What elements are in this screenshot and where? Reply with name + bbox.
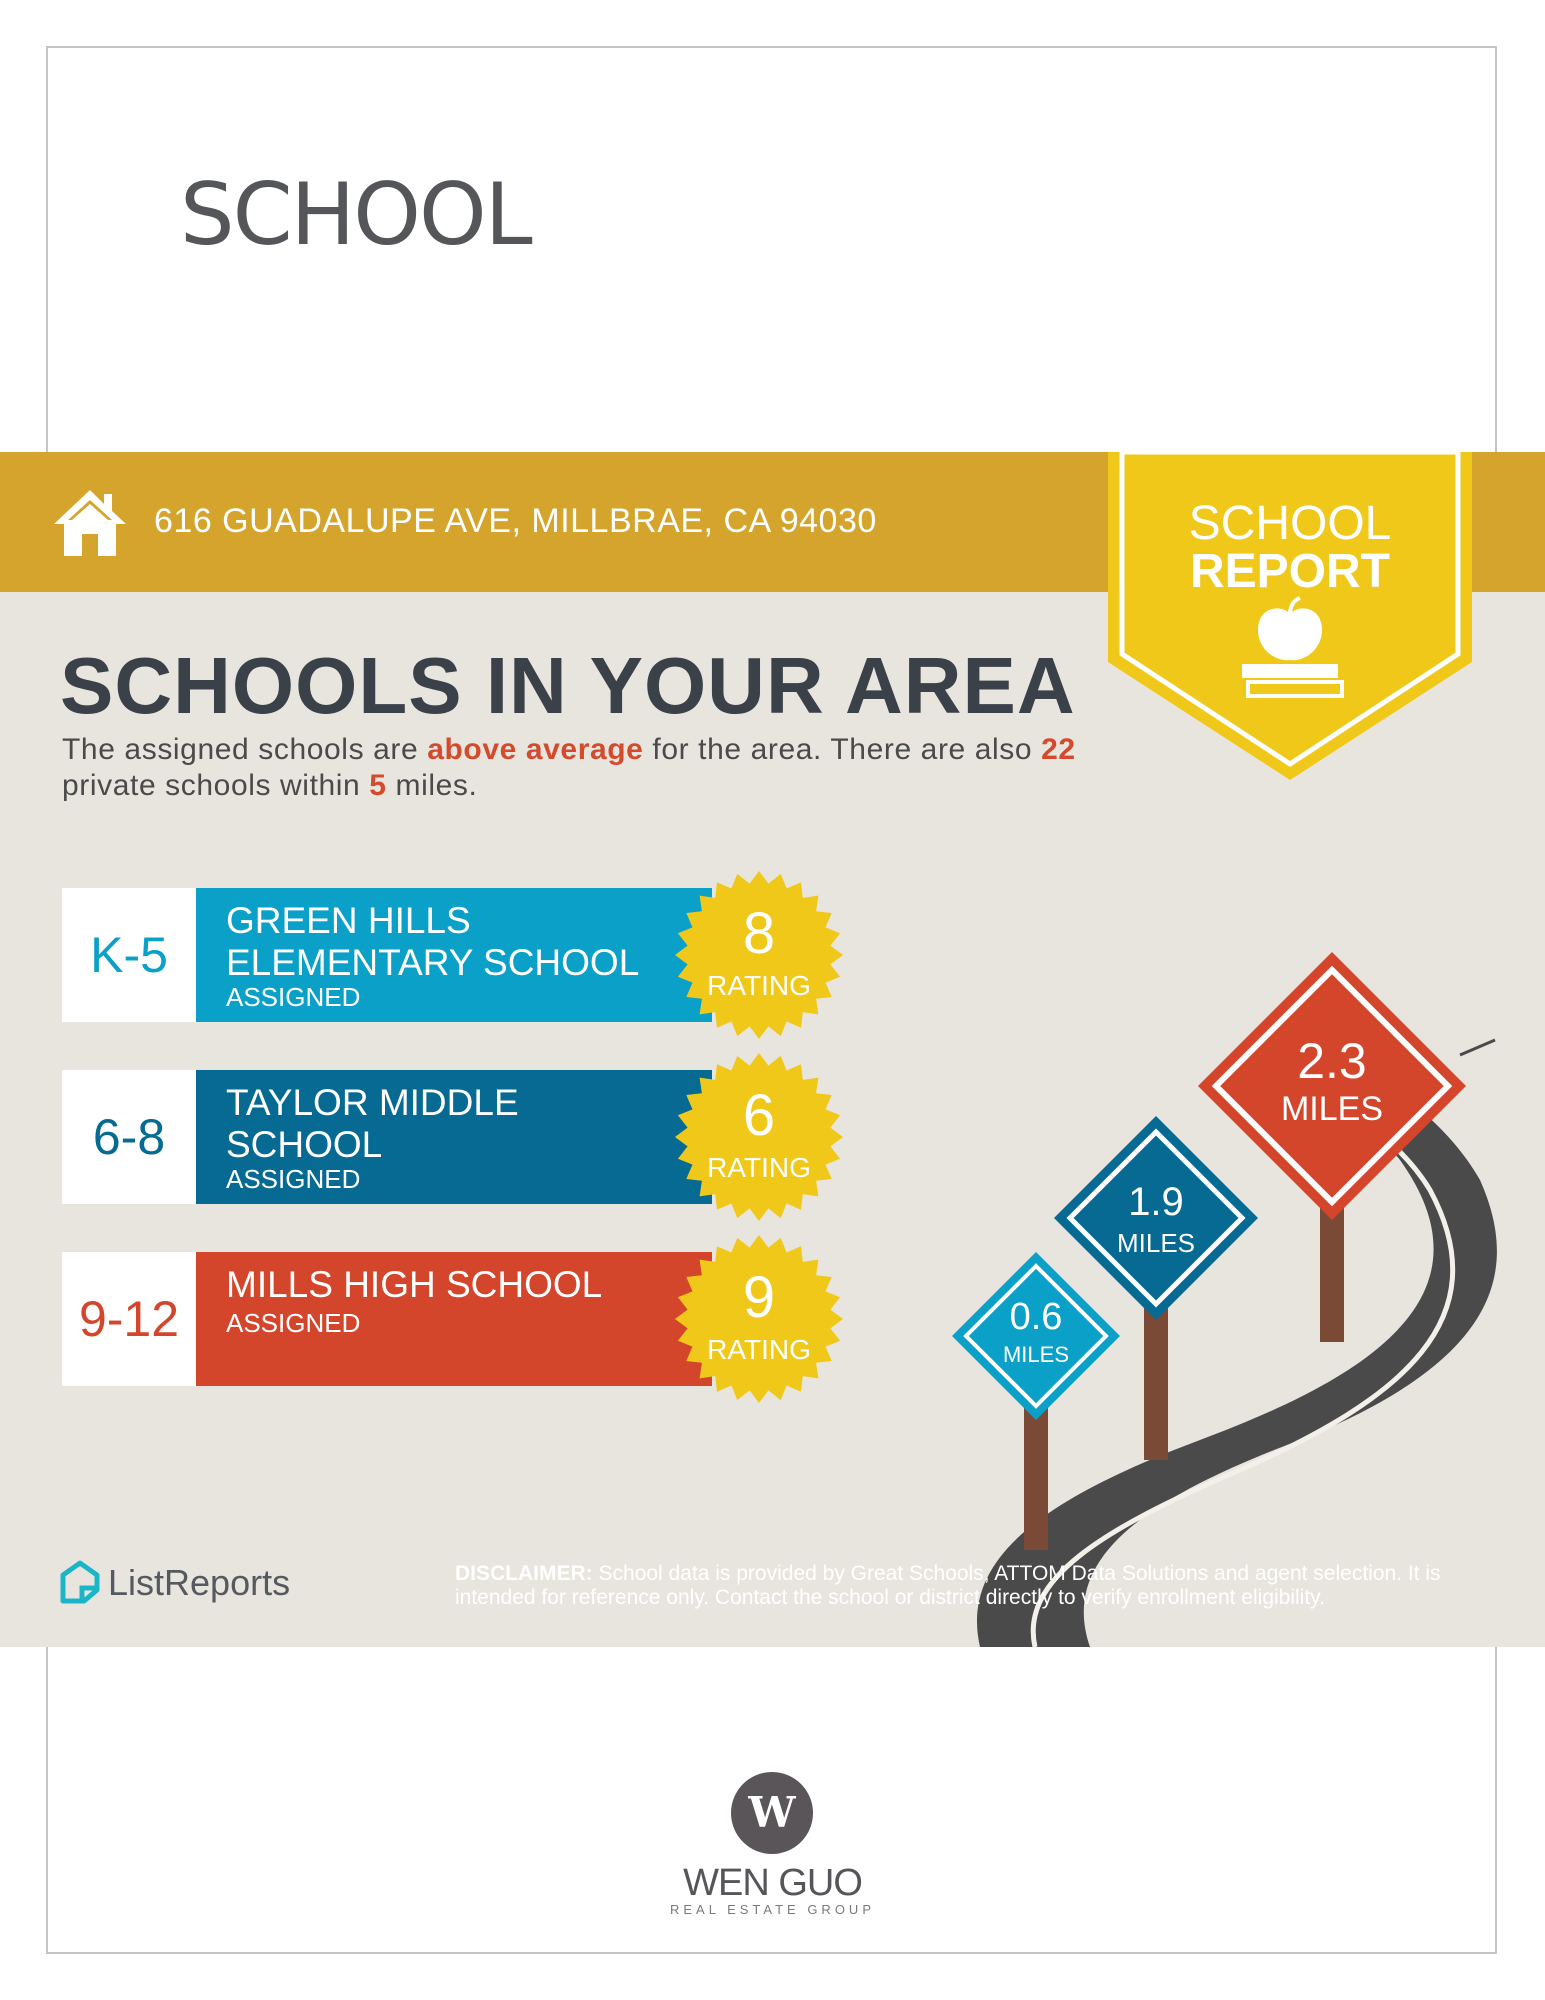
- rating-value: 8: [742, 901, 776, 966]
- school-name: MILLS HIGH SCHOOL: [226, 1264, 603, 1305]
- school-name: GREEN HILLS ELEMENTARY SCHOOL: [226, 900, 640, 983]
- school-band: [196, 888, 712, 1022]
- private-school-count: 22: [1041, 733, 1076, 766]
- rating-label: RATING: [707, 970, 811, 1001]
- rating-value: 6: [742, 1083, 776, 1148]
- agent-name: WEN GUO: [683, 1862, 862, 1904]
- section-heading: SCHOOLS IN YOUR AREA: [60, 641, 1076, 730]
- rating-value: 9: [742, 1265, 776, 1330]
- agent-subtitle: REAL ESTATE GROUP: [669, 1902, 875, 1917]
- radius-miles: 5: [369, 769, 387, 802]
- agent-logo: [731, 1772, 813, 1854]
- sign-unit: MILES: [1116, 1228, 1196, 1258]
- school-status: ASSIGNED: [226, 1164, 361, 1194]
- school-band: [196, 1070, 712, 1204]
- sign-value: 2.3: [1297, 1033, 1367, 1089]
- sign-value: 1.9: [1128, 1180, 1184, 1224]
- grade-range: 6-8: [62, 1070, 196, 1204]
- svg-text:W: W: [748, 1788, 796, 1837]
- badge-line-1: SCHOOL: [1188, 497, 1392, 550]
- property-address: 616 GUADALUPE AVE, MILLBRAE, CA 94030: [154, 502, 877, 540]
- sign-unit: MILES: [1002, 1342, 1070, 1367]
- badge-line-2: REPORT: [1189, 545, 1390, 598]
- page-title: SCHOOL: [180, 165, 531, 265]
- road-illustration: [940, 940, 1500, 1647]
- school-name: TAYLOR MIDDLE SCHOOL: [226, 1082, 519, 1165]
- school-status: ASSIGNED: [226, 1308, 361, 1338]
- grade-range: 9-12: [62, 1252, 196, 1386]
- home-icon: [52, 488, 128, 558]
- summary-highlight: above average: [427, 733, 644, 766]
- listreports-logo-icon: [60, 1560, 100, 1604]
- rating-label: RATING: [707, 1152, 811, 1183]
- rating-label: RATING: [707, 1334, 811, 1365]
- grade-range: K-5: [62, 888, 196, 1022]
- school-status: ASSIGNED: [226, 982, 361, 1012]
- disclaimer: DISCLAIMER: School data is provided by Great Schools, ATTOM Data Solutions and agent selection. It is intended for reference only. Contact the school or district directly to verify enrollment eligibility.: [455, 1562, 1441, 1609]
- summary-text: The assigned schools are above average for the area. There are also 22 private schools within 5 miles.: [62, 733, 1076, 802]
- school-row-high: [62, 1252, 712, 1386]
- sign-unit: MILES: [1280, 1090, 1384, 1128]
- school-row-middle: [62, 1070, 712, 1204]
- sign-value: 0.6: [1009, 1296, 1063, 1338]
- school-band: [196, 1252, 712, 1386]
- brand-name: ListReports: [108, 1562, 291, 1603]
- school-row-elementary: [62, 888, 712, 1022]
